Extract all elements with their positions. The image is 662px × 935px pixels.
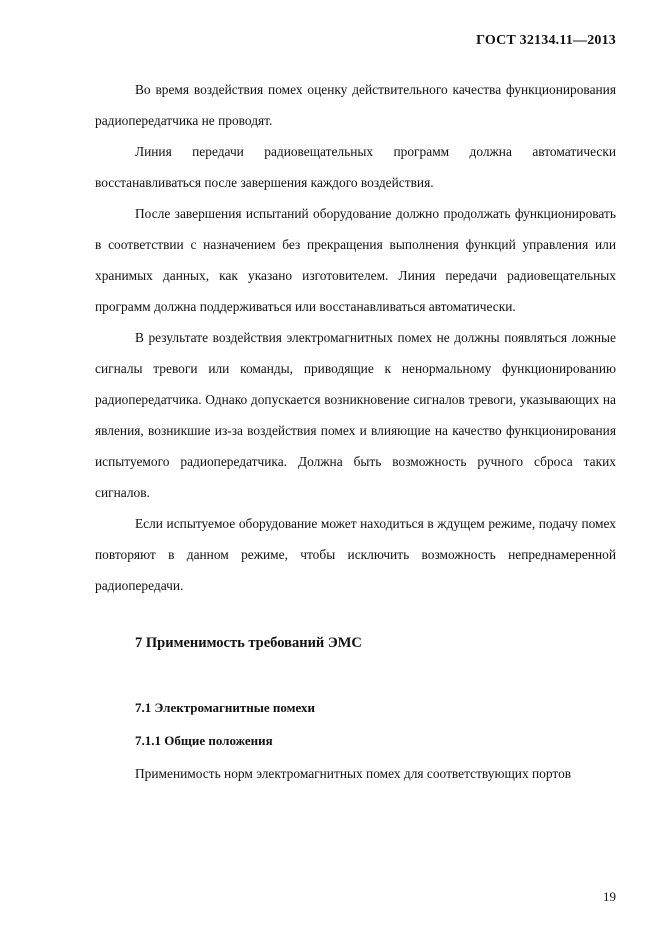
section-7-1-1-heading: 7.1.1 Общие положения: [135, 733, 273, 748]
paragraph-5: Если испытуемое оборудование может находиться в ждущем режиме, подачу помех повторяют в данном режиме, чтобы исключить возможность непреднамеренной радиопередачи.: [95, 516, 616, 593]
paragraph-1: Во время воздействия помех оценку действительного качества функционирования радиопередатчика не проводят.: [95, 82, 616, 128]
paragraph-4: В результате воздействия электромагнитных помех не должны появляться ложные сигналы тревоги или команды, приводящие к ненормальному функционированию радиопередатчика. Однако допускается возникновение сигналов тревоги, указывающих на явления, возникшие из-за воздействия помех и влияющие на качество функционирования испытуемого радиопередатчика. Должна быть возможность ручного сброса таких сигналов.: [95, 330, 616, 500]
paragraph-3: После завершения испытаний оборудование должно продолжать функционировать в соответствии с назначением без прекращения выполнения функций управления или хранимых данных, как указано изготовителем. Линия передачи радиовещательных программ должна поддерживаться или восстанавливаться автоматически.: [95, 206, 616, 314]
section-7-1-heading: 7.1 Электромагнитные помехи: [135, 700, 316, 715]
paragraph-6: Применимость норм электромагнитных помех для соответствующих портов: [135, 766, 572, 781]
document-header: ГОСТ 32134.11—2013: [476, 33, 616, 48]
section-7-heading: 7 Применимость требований ЭМС: [135, 635, 362, 651]
paragraph-2: Линия передачи радиовещательных программ должна автоматически восстанавливаться после завершения каждого воздействия.: [95, 144, 616, 190]
page-number: 19: [603, 889, 616, 904]
document-body: [95, 74, 616, 789]
